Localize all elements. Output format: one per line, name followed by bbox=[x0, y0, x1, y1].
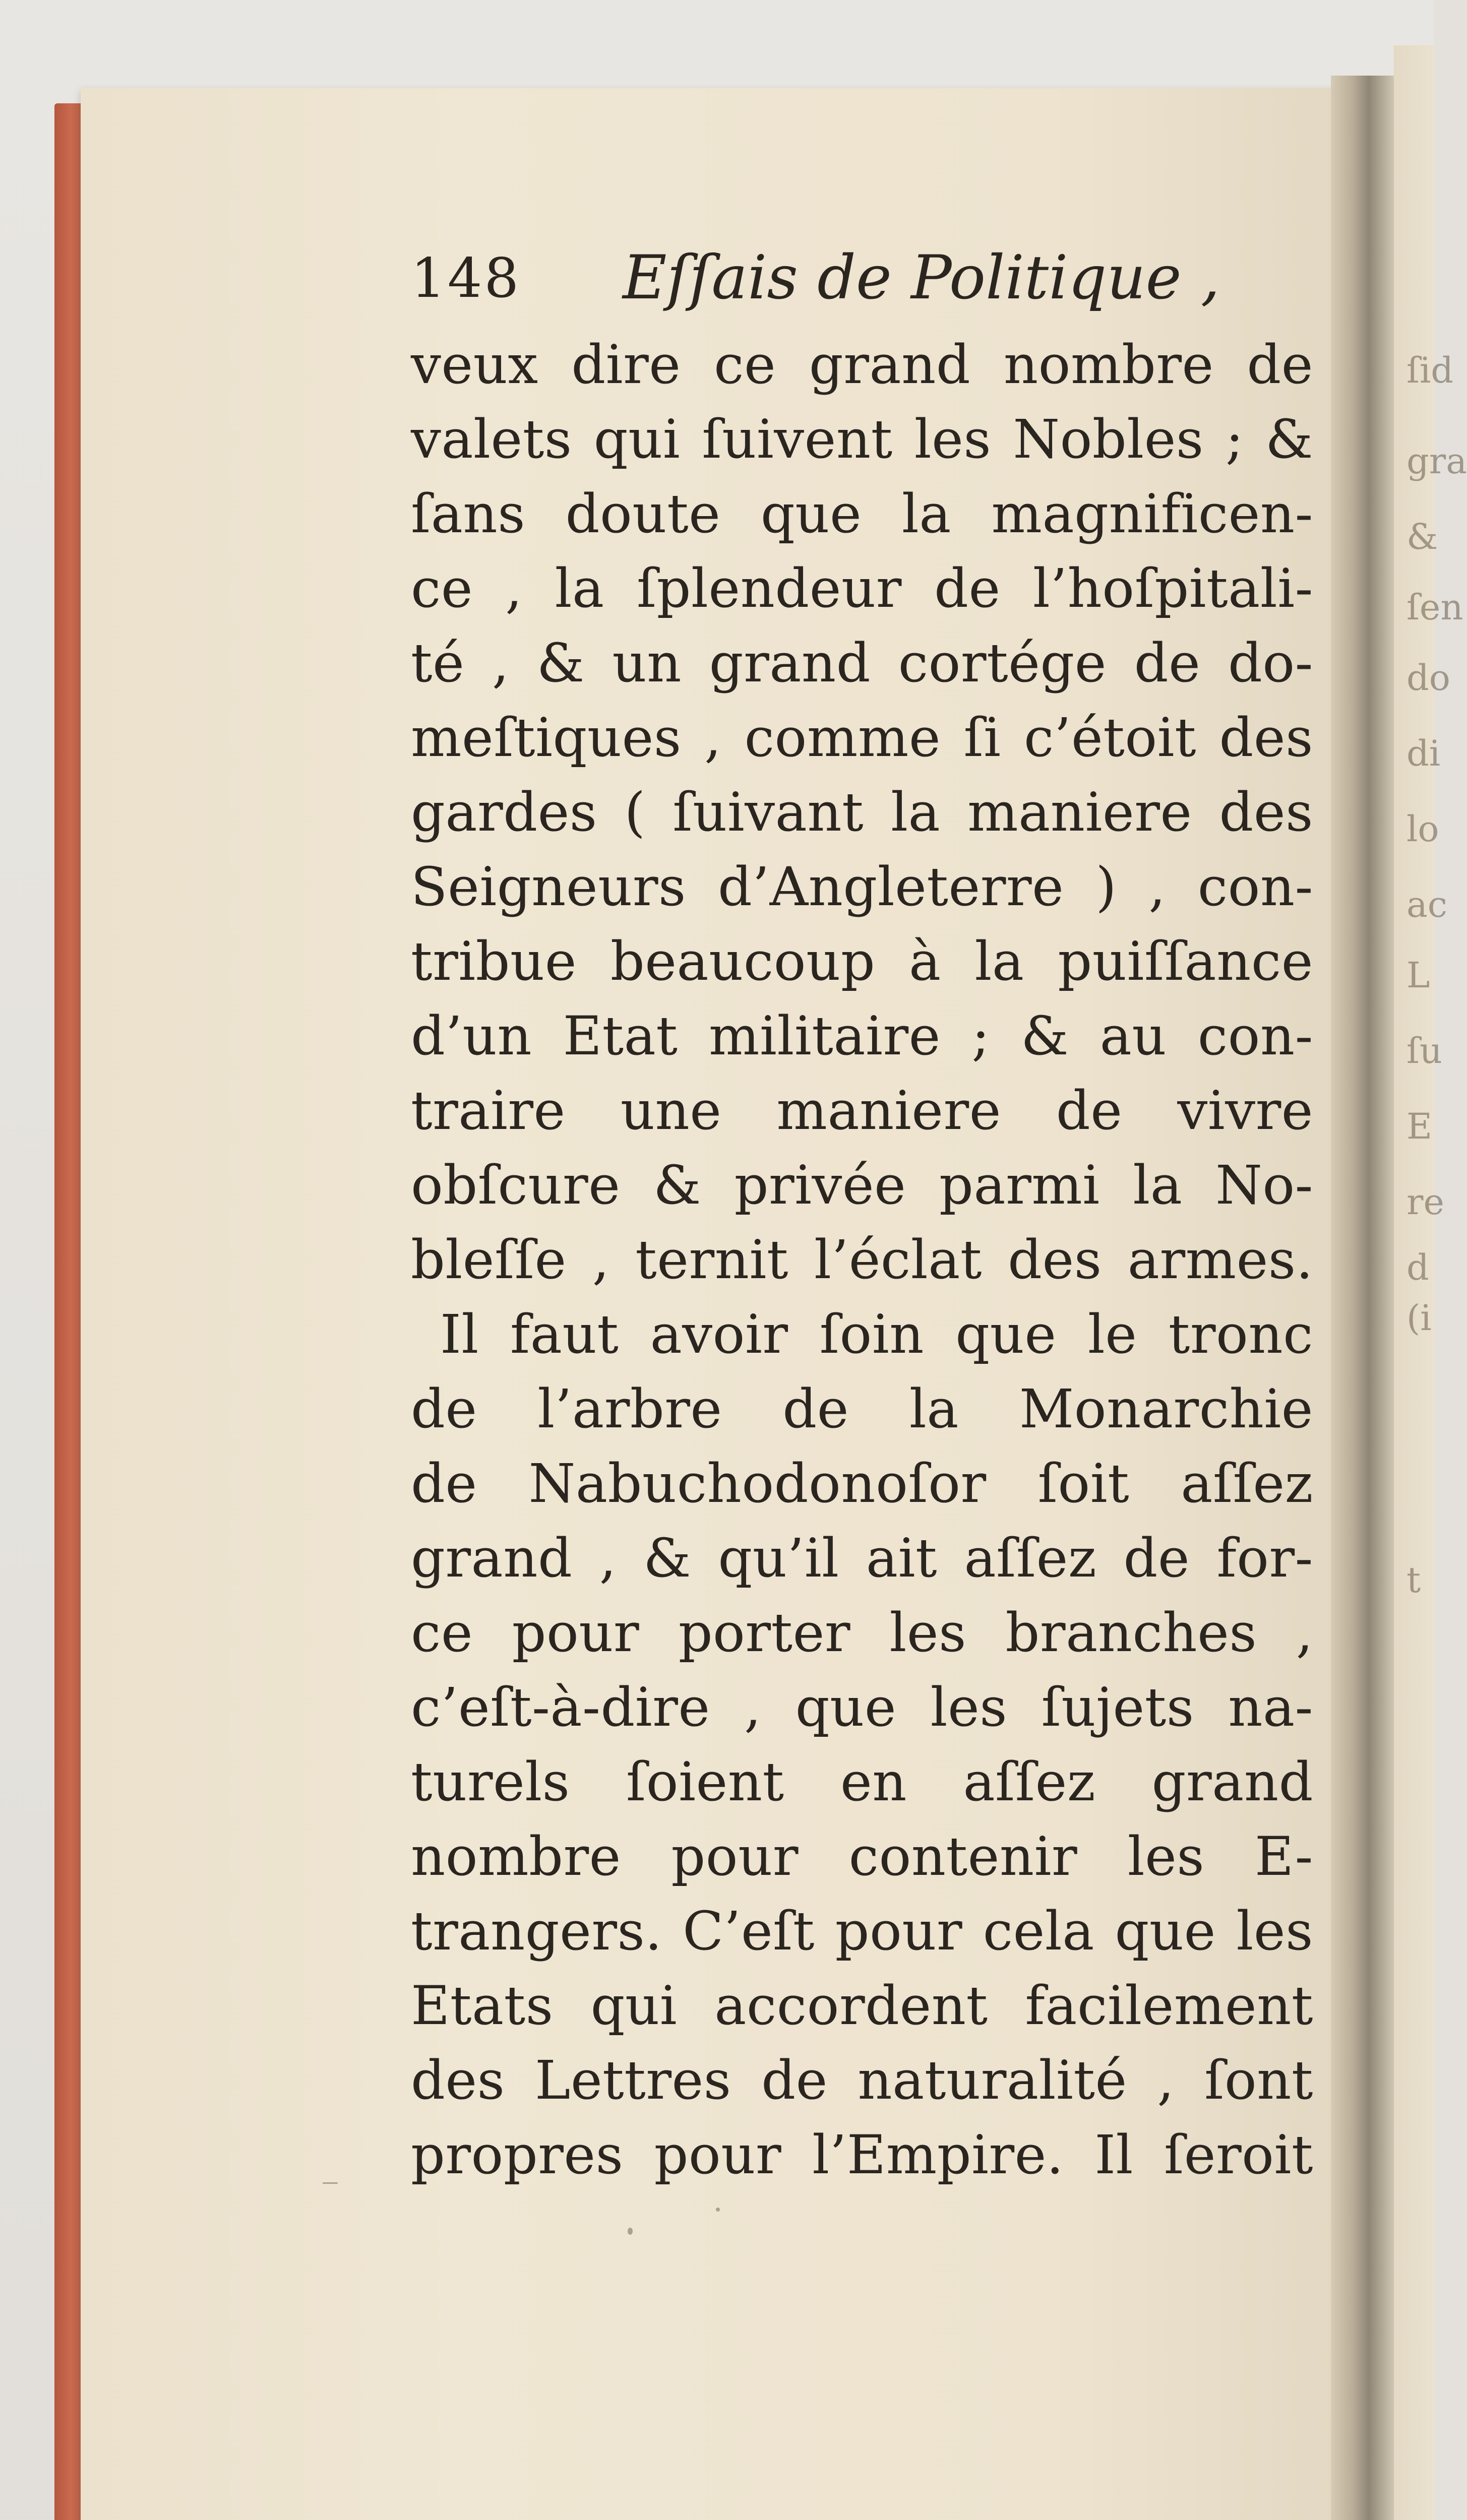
text-line: obſcure & privée parmi la No- bbox=[411, 1154, 1313, 1216]
text-line: ce pour porter les branches , bbox=[411, 1602, 1313, 1664]
facing-fragment: E bbox=[1407, 1106, 1433, 1147]
facing-fragment: lo bbox=[1407, 808, 1439, 850]
paper-speck bbox=[716, 2208, 720, 2212]
text-line: valets qui ſuivent les Nobles ; & bbox=[411, 408, 1313, 470]
facing-fragment: re bbox=[1407, 1181, 1444, 1223]
paper-speck bbox=[628, 2228, 633, 2235]
facing-fragment: & bbox=[1407, 516, 1438, 557]
text-line: de l’arbre de la Monarchie bbox=[411, 1378, 1313, 1440]
book-gutter bbox=[1331, 76, 1394, 2520]
text-line: veux dire ce grand nombre de bbox=[411, 334, 1313, 396]
page-header bbox=[411, 243, 1318, 328]
text-line: c’eſt-à-dire , que les ſujets na- bbox=[411, 1676, 1313, 1738]
text-line: nombre pour contenir les E- bbox=[411, 1825, 1313, 1887]
text-line: bleſſe , ternit l’éclat des armes. bbox=[411, 1229, 1313, 1291]
facing-fragment: di bbox=[1407, 733, 1441, 774]
facing-fragment: ſen bbox=[1407, 587, 1463, 628]
text-line: traire une maniere de vivre bbox=[411, 1080, 1313, 1142]
facing-fragment: t bbox=[1407, 1559, 1421, 1601]
text-line: meſtiques , comme ſi c’étoit des bbox=[411, 707, 1313, 769]
running-title: Eſſais de Politique , bbox=[623, 243, 1220, 313]
page-number: 148 bbox=[411, 247, 521, 310]
text-line: turels ſoient en aſſez grand bbox=[411, 1751, 1313, 1813]
text-line: tribue beaucoup à la puiſſance bbox=[411, 930, 1313, 992]
text-line: de Nabuchodonoſor ſoit aſſez bbox=[411, 1453, 1313, 1515]
facing-fragment: L bbox=[1407, 955, 1430, 996]
text-line: d’un Etat militaire ; & au con- bbox=[411, 1005, 1313, 1067]
text-line: ſans doute que la magnificen- bbox=[411, 483, 1313, 545]
facing-fragment: d bbox=[1407, 1247, 1429, 1288]
text-line: Etats qui accordent facilement bbox=[411, 1975, 1313, 2037]
text-line: Il faut avoir ſoin que le tronc bbox=[440, 1303, 1313, 1365]
text-line: trangers. C’eſt pour cela que les bbox=[411, 1900, 1313, 1962]
text-line: des Lettres de naturalité , ſont bbox=[411, 2049, 1313, 2111]
text-line: propres pour l’Empire. Il ſeroit bbox=[411, 2124, 1313, 2186]
facing-fragment: do bbox=[1407, 657, 1450, 699]
body-text bbox=[411, 328, 1313, 2192]
text-line: Seigneurs d’Angleterre ) , con- bbox=[411, 856, 1313, 918]
text-line: ce , la ſplendeur de l’hoſpitali- bbox=[411, 557, 1313, 619]
text-line: grand , & qu’il ait aſſez de for- bbox=[411, 1527, 1313, 1589]
text-line: té , & un grand cortége de do- bbox=[411, 632, 1313, 694]
facing-fragment: (i bbox=[1407, 1297, 1432, 1339]
facing-fragment: gra bbox=[1407, 440, 1467, 482]
text-line: gardes ( ſuivant la maniere des bbox=[411, 781, 1313, 843]
facing-fragment: ſid bbox=[1407, 350, 1454, 391]
facing-fragment: ac bbox=[1407, 884, 1447, 925]
paper-speck bbox=[323, 2182, 338, 2184]
facing-fragment: ſu bbox=[1407, 1030, 1442, 1072]
